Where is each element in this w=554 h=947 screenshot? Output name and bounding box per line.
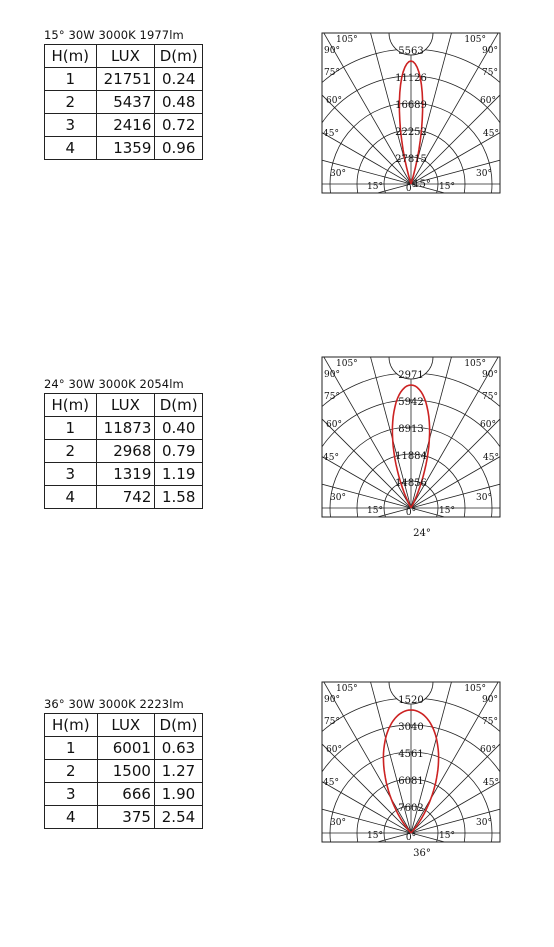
angle-label-45-right: 45°	[483, 453, 499, 463]
cell-diameter: 2.54	[154, 806, 202, 829]
cell-lux: 21751	[96, 68, 155, 91]
angle-label-0: 0°	[405, 508, 417, 518]
polar-spoke	[411, 508, 554, 575]
beam-angle-caption: 15°	[413, 179, 431, 190]
angle-label-75-left: 75°	[324, 68, 340, 78]
polar-spoke	[411, 0, 554, 184]
angle-label-90-right: 90°	[482, 695, 498, 705]
spec-title: 15° 30W 3000K 1977lm	[44, 28, 184, 42]
cell-height: 4	[45, 806, 98, 829]
angle-label-105-right: 105°	[464, 359, 486, 369]
polar-spoke	[411, 184, 554, 251]
angle-label-105-left: 105°	[336, 35, 358, 45]
table-row	[45, 463, 203, 486]
cell-lux: 2968	[96, 440, 155, 463]
angle-label-60-left: 60°	[326, 420, 342, 430]
cell-diameter: 0.63	[154, 737, 202, 760]
angle-label-30-left: 30°	[330, 493, 346, 503]
header-lux: LUX	[97, 714, 154, 737]
polar-spoke	[281, 0, 411, 184]
angle-label-15-left: 15°	[367, 182, 383, 192]
angle-label-15-right: 15°	[439, 831, 455, 841]
header-height: H(m)	[45, 394, 97, 417]
angle-label-30-right: 30°	[476, 818, 492, 828]
polar-spoke	[411, 0, 541, 184]
spec-block-36deg	[0, 684, 554, 947]
illuminance-table	[44, 713, 203, 829]
table-row	[45, 114, 203, 137]
cell-lux: 5437	[96, 91, 155, 114]
ring-value-label: 7602	[398, 803, 424, 814]
table-row	[45, 806, 203, 829]
angle-label-60-left: 60°	[326, 745, 342, 755]
spec-title: 24° 30W 3000K 2054lm	[44, 377, 184, 391]
table-row	[45, 68, 203, 91]
table-header-row	[45, 714, 203, 737]
polar-spoke	[411, 257, 478, 508]
angle-label-90-left: 90°	[324, 46, 340, 56]
angle-label-45-right: 45°	[483, 778, 499, 788]
cell-height: 3	[45, 463, 97, 486]
angle-label-60-right: 60°	[480, 745, 496, 755]
table-header-row	[45, 45, 203, 68]
angle-label-75-right: 75°	[482, 68, 498, 78]
cell-diameter: 0.79	[155, 440, 203, 463]
angle-label-90-right: 90°	[482, 370, 498, 380]
polar-spoke	[186, 54, 411, 184]
angle-label-90-right: 90°	[482, 46, 498, 56]
polar-spoke	[411, 649, 554, 833]
polar-spoke	[186, 378, 411, 508]
illuminance-table	[44, 44, 203, 160]
cell-lux: 1319	[96, 463, 155, 486]
ring-value-label: 11884	[395, 451, 427, 462]
ring-value-label: 3040	[398, 722, 424, 733]
cell-lux: 375	[97, 806, 154, 829]
ring-value-label: 4561	[398, 749, 424, 760]
table-header-row	[45, 394, 203, 417]
polar-spoke	[227, 649, 411, 833]
header-height: H(m)	[45, 714, 98, 737]
header-lux: LUX	[96, 45, 155, 68]
ring-value-label: 11126	[395, 73, 427, 84]
table-row	[45, 417, 203, 440]
angle-label-30-right: 30°	[476, 493, 492, 503]
angle-label-45-left: 45°	[323, 778, 339, 788]
cell-height: 2	[45, 440, 97, 463]
polar-distribution-diagram	[315, 352, 503, 520]
cell-lux: 2416	[96, 114, 155, 137]
angle-label-105-right: 105°	[464, 35, 486, 45]
table-row	[45, 737, 203, 760]
spec-block-15deg	[0, 28, 554, 278]
header-diameter: D(m)	[154, 714, 202, 737]
table-row	[45, 486, 203, 509]
cell-diameter: 0.72	[155, 114, 203, 137]
cell-lux: 742	[96, 486, 155, 509]
angle-label-30-left: 30°	[330, 169, 346, 179]
angle-label-15-right: 15°	[439, 182, 455, 192]
header-diameter: D(m)	[155, 394, 203, 417]
cell-diameter: 1.19	[155, 463, 203, 486]
angle-label-105-left: 105°	[336, 684, 358, 694]
angle-label-60-left: 60°	[326, 96, 342, 106]
angle-label-90-left: 90°	[324, 695, 340, 705]
cell-diameter: 0.48	[155, 91, 203, 114]
table-row	[45, 783, 203, 806]
angle-label-45-left: 45°	[323, 453, 339, 463]
polar-distribution-diagram	[315, 677, 503, 845]
cell-height: 1	[45, 417, 97, 440]
angle-label-75-left: 75°	[324, 392, 340, 402]
spec-title: 36° 30W 3000K 2223lm	[44, 697, 184, 711]
angle-label-15-left: 15°	[367, 506, 383, 516]
polar-spoke	[411, 833, 554, 900]
table-row	[45, 440, 203, 463]
angle-label-90-left: 90°	[324, 370, 340, 380]
angle-label-15-right: 15°	[439, 506, 455, 516]
angle-label-30-right: 30°	[476, 169, 492, 179]
ring-value-label: 27815	[395, 154, 427, 165]
polar-spoke	[227, 324, 411, 508]
polar-spoke	[227, 0, 411, 184]
angle-label-60-right: 60°	[480, 420, 496, 430]
polar-spoke	[411, 324, 554, 508]
angle-label-45-left: 45°	[323, 129, 339, 139]
cell-lux: 6001	[97, 737, 154, 760]
cell-lux: 1500	[97, 760, 154, 783]
ring-value-label: 16689	[395, 100, 427, 111]
ring-value-label: 22252	[395, 127, 427, 138]
cell-height: 4	[45, 137, 97, 160]
ring-value-label: 2971	[398, 370, 424, 381]
cell-diameter: 1.27	[154, 760, 202, 783]
angle-label-0: 0°	[405, 833, 417, 843]
angle-label-75-left: 75°	[324, 717, 340, 727]
header-diameter: D(m)	[155, 45, 203, 68]
cell-diameter: 0.24	[155, 68, 203, 91]
angle-label-105-left: 105°	[336, 359, 358, 369]
ring-value-label: 6081	[398, 776, 424, 787]
spec-block-24deg	[0, 359, 554, 627]
polar-spoke	[160, 184, 411, 251]
angle-label-15-left: 15°	[367, 831, 383, 841]
polar-spoke	[281, 283, 411, 508]
polar-spoke	[160, 508, 411, 575]
polar-distribution-diagram	[315, 28, 503, 196]
cell-height: 2	[45, 91, 97, 114]
cell-lux: 1359	[96, 137, 155, 160]
table-row	[45, 91, 203, 114]
polar-spoke	[186, 703, 411, 833]
angle-label-60-right: 60°	[480, 96, 496, 106]
angle-label-75-right: 75°	[482, 717, 498, 727]
cell-diameter: 0.40	[155, 417, 203, 440]
header-height: H(m)	[45, 45, 97, 68]
polar-spoke	[160, 833, 411, 900]
cell-diameter: 1.58	[155, 486, 203, 509]
ring-value-label: 5563	[398, 46, 424, 57]
header-lux: LUX	[96, 394, 155, 417]
ring-value-label: 1520	[398, 695, 424, 706]
cell-height: 1	[45, 737, 98, 760]
polar-grid	[151, 573, 554, 947]
cell-height: 2	[45, 760, 98, 783]
polar-spoke	[344, 257, 411, 508]
ring-value-label: 8913	[398, 424, 424, 435]
angle-label-30-left: 30°	[330, 818, 346, 828]
beam-angle-caption: 24°	[413, 528, 431, 539]
cell-diameter: 0.96	[155, 137, 203, 160]
table-row	[45, 760, 203, 783]
cell-height: 1	[45, 68, 97, 91]
ring-value-label: 14856	[395, 478, 427, 489]
cell-lux: 11873	[96, 417, 155, 440]
cell-height: 3	[45, 114, 97, 137]
table-row	[45, 137, 203, 160]
illuminance-table	[44, 393, 203, 509]
polar-grid	[151, 248, 554, 643]
ring-value-label: 5942	[398, 397, 424, 408]
cell-lux: 666	[97, 783, 154, 806]
beam-angle-caption: 36°	[413, 848, 431, 859]
cell-height: 3	[45, 783, 98, 806]
angle-label-0: 0°	[405, 184, 417, 194]
cell-diameter: 1.90	[154, 783, 202, 806]
angle-label-105-right: 105°	[464, 684, 486, 694]
angle-label-75-right: 75°	[482, 392, 498, 402]
cell-height: 4	[45, 486, 97, 509]
polar-spoke	[411, 283, 541, 508]
angle-label-45-right: 45°	[483, 129, 499, 139]
